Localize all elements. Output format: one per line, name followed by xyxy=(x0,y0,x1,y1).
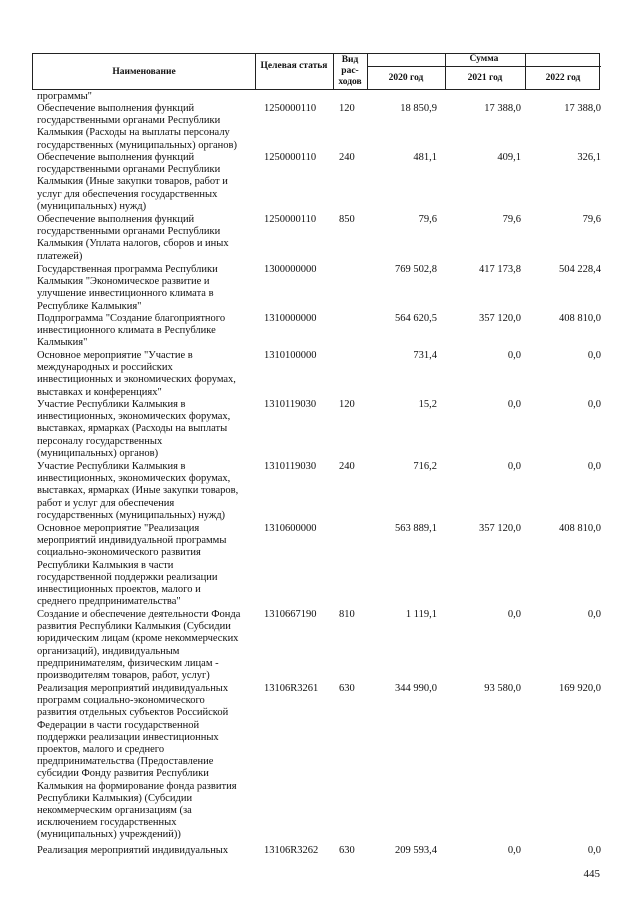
row-value-2021: 357 120,0 xyxy=(479,313,521,324)
row-code: 13106R3261 xyxy=(264,683,319,694)
row-kind: 630 xyxy=(339,845,355,856)
row-name: Основное мероприятие "Участие в международных и российских инвестиционных и экономических форумах, выставках и конференциях" xyxy=(37,350,236,398)
row-value-2021: 417 173,8 xyxy=(479,264,521,275)
row-value-2020: 564 620,5 xyxy=(395,313,437,324)
row-kind: 120 xyxy=(339,103,355,114)
row-value-2022: 504 228,4 xyxy=(559,264,601,275)
row-value-2020: 344 990,0 xyxy=(395,683,437,694)
header-year-2022: 2022 год xyxy=(545,73,581,83)
page-number: 445 xyxy=(583,868,600,880)
row-value-2022: 0,0 xyxy=(587,461,601,472)
row-name: Участие Республики Калмыкия в инвестиционных, экономических форумах, выставках, ярмарках (Иные закупки товаров, работ и услуг для обеспечения государственных (муниципальных) нужд) xyxy=(37,461,239,521)
row-value-2021: 0,0 xyxy=(507,609,521,620)
row-code: 1300000000 xyxy=(264,264,317,275)
header-article: Целевая статья xyxy=(260,61,328,71)
header-year-2020: 2020 год xyxy=(388,73,424,83)
row-kind: 850 xyxy=(339,214,355,225)
row-value-2021: 0,0 xyxy=(507,461,521,472)
row-name: Основное мероприятие "Реализация мероприятий индивидуальной программы социально-экономического развития Республики Калмыкия в части государственной поддержки реализации инвестиционных проектов, малого и среднего предпринимательства" xyxy=(37,523,227,608)
row-value-2020: 15,2 xyxy=(418,399,437,410)
row-code: 1310000000 xyxy=(264,313,317,324)
row-value-2022: 408 810,0 xyxy=(559,523,601,534)
header-year-2021: 2021 год xyxy=(467,73,503,83)
row-code: 1250000110 xyxy=(264,214,317,225)
row-name: Обеспечение выполнения функций государственными органами Республики Калмыкия (Уплата налогов, сборов и иных платежей) xyxy=(37,214,229,262)
row-value-2022: 0,0 xyxy=(587,399,601,410)
row-value-2020: 79,6 xyxy=(418,214,437,225)
row-value-2022: 79,6 xyxy=(582,214,601,225)
row-kind: 810 xyxy=(339,609,355,620)
row-code: 1310119030 xyxy=(264,461,317,472)
row-name: Государственная программа Республики Калмыкия "Экономическое развитие и улучшение инвестиционного климата в Республике Калмыкия" xyxy=(37,264,218,312)
row-value-2020: 731,4 xyxy=(413,350,437,361)
row-kind: 120 xyxy=(339,399,355,410)
row-kind: 240 xyxy=(339,152,355,163)
row-code: 1310100000 xyxy=(264,350,317,361)
row-value-2020: 481,1 xyxy=(413,152,437,163)
row-value-2020: 563 889,1 xyxy=(395,523,437,534)
row-value-2021: 0,0 xyxy=(507,399,521,410)
row-value-2021: 357 120,0 xyxy=(479,523,521,534)
header-sum: Сумма xyxy=(469,54,499,64)
row-value-2020: 716,2 xyxy=(413,461,437,472)
row-code: 1310600000 xyxy=(264,523,317,534)
row-code: 1250000110 xyxy=(264,152,317,163)
row-value-2020: 1 119,1 xyxy=(405,609,437,620)
row-name: Подпрограмма "Создание благоприятного инвестиционного климата в Республике Калмыкия" xyxy=(37,313,226,349)
row-name: Реализация мероприятий индивидуальных xyxy=(37,845,229,856)
row-value-2020: 209 593,4 xyxy=(395,845,437,856)
row-value-2020: 769 502,8 xyxy=(395,264,437,275)
row-value-2022: 326,1 xyxy=(577,152,601,163)
row-name: Обеспечение выполнения функций государственными органами Республики Калмыкия (Иные закупки товаров, работ и услуг для обеспечения государственных (муниципальных) нужд) xyxy=(37,152,228,212)
row-kind: 240 xyxy=(339,461,355,472)
row-value-2020: 18 850,9 xyxy=(400,103,437,114)
row-value-2021: 409,1 xyxy=(497,152,521,163)
row-value-2022: 0,0 xyxy=(587,845,601,856)
row-code: 1310119030 xyxy=(264,399,317,410)
header-name: Наименование xyxy=(112,67,176,77)
row-value-2022: 169 920,0 xyxy=(559,683,601,694)
row-name: Обеспечение выполнения функций государственными органами Республики Калмыкия (Расходы на выплаты персоналу государственных (муниципальных) органов) xyxy=(37,103,237,151)
row-value-2021: 79,6 xyxy=(502,214,521,225)
row-value-2022: 17 388,0 xyxy=(564,103,601,114)
row-value-2021: 0,0 xyxy=(507,350,521,361)
row-name: Создание и обеспечение деятельности Фонда развития Республики Калмыкия (Субсидии юридическим лицам (кроме некоммерческих организаций), индивидуальным предпринимателям, физическим лицам - производителям товаров, работ, услуг) xyxy=(37,609,241,682)
row-name: Участие Республики Калмыкия в инвестиционных, экономических форумах, выставках, ярмарках (Расходы на выплаты персоналу государственных (муниципальных) органов) xyxy=(37,399,231,459)
row-name: Реализация мероприятий индивидуальных программ социально-экономического развития отдельных субъектов Российской Федерации в части государственной поддержки реализации инвестиционных проектов, малого и среднего предпринимательства (Предоставление субсидии Фонду развития Республики Калмыкия на формирование фонда развития Республики Калмыкия) (Субсидии некоммерческим организациям (за исключением государственных (муниципальных) учреждений)) xyxy=(37,683,237,841)
row-value-2022: 0,0 xyxy=(587,350,601,361)
row-code: 1250000110 xyxy=(264,103,317,114)
row-code: 13106R3262 xyxy=(264,845,319,856)
row-kind: 630 xyxy=(339,683,355,694)
row-value-2021: 17 388,0 xyxy=(484,103,521,114)
row-value-2021: 93 580,0 xyxy=(484,683,521,694)
row-value-2021: 0,0 xyxy=(507,845,521,856)
row-name: программы" xyxy=(37,91,92,102)
row-value-2022: 408 810,0 xyxy=(559,313,601,324)
row-value-2022: 0,0 xyxy=(587,609,601,620)
row-code: 1310667190 xyxy=(264,609,317,620)
header-kind: Вид рас-ходов xyxy=(338,55,362,87)
table-header xyxy=(32,53,600,90)
